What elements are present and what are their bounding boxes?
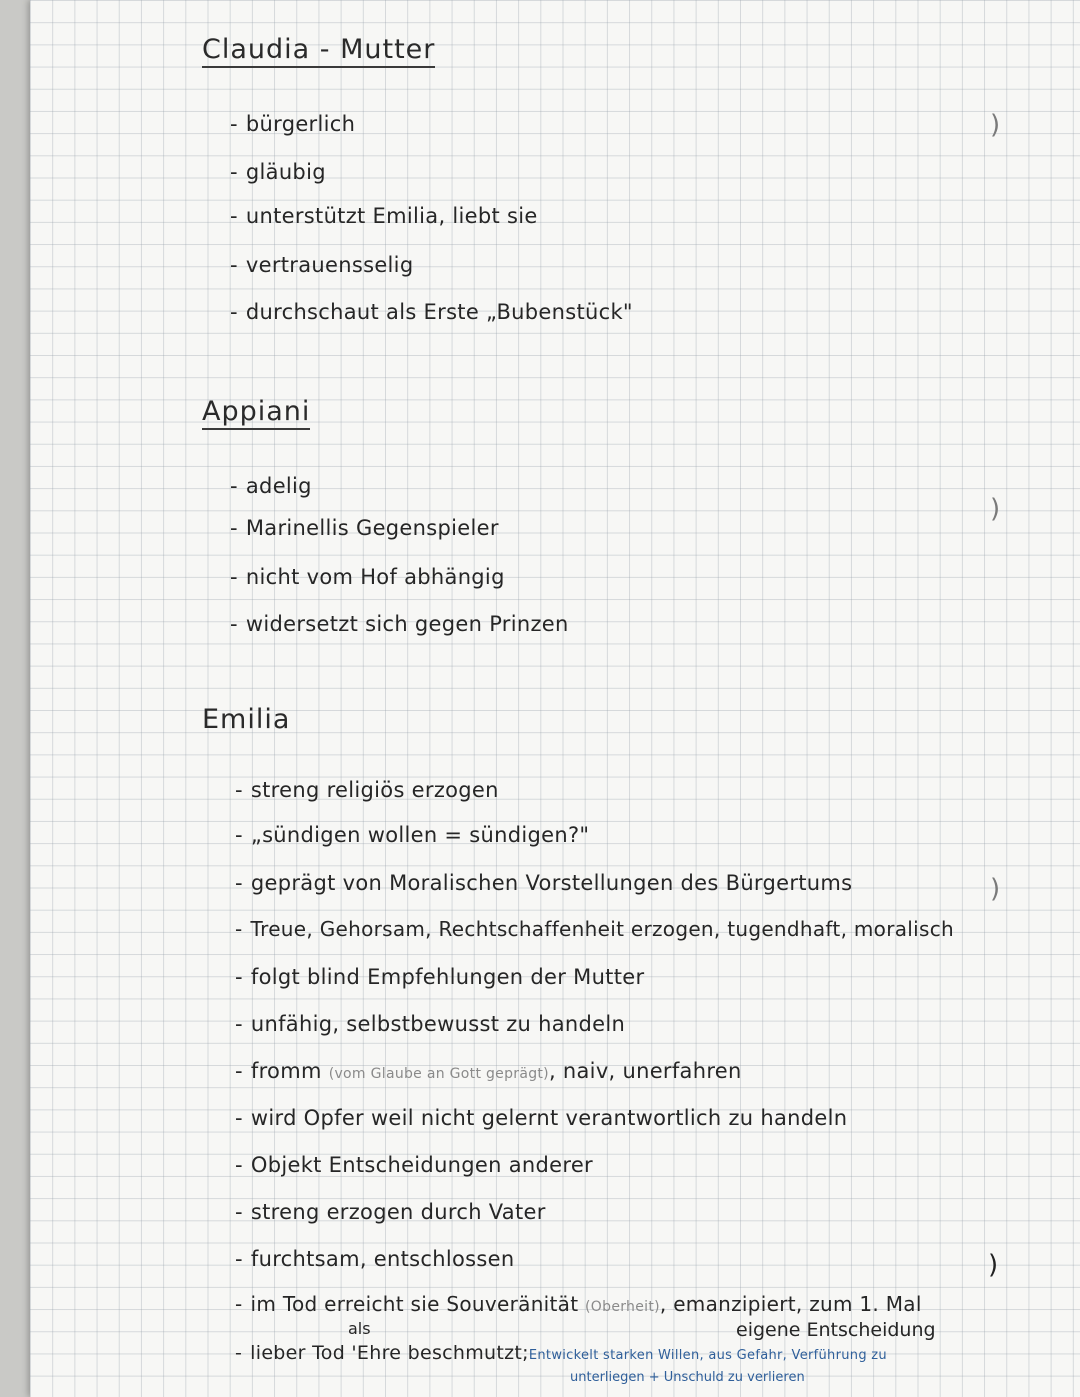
list-item: - furchtsam, entschlossen [235, 1247, 515, 1271]
item-text: nicht vom Hof abhängig [245, 565, 505, 589]
item-note-blue: Entwickelt starken Willen, aus Gefahr, Verführung zu [528, 1348, 887, 1363]
list-item: - lieber Tod 'Ehre beschmutzt;Entwickelt starken Willen, aus Gefahr, Verführung zu [235, 1342, 887, 1364]
list-item: - geprägt von Moralischen Vorstellungen des Bürgertums [235, 871, 853, 895]
heading-emilia [202, 704, 290, 735]
item-text: streng religiös erzogen [250, 778, 499, 802]
item-text: vertrauensselig [245, 253, 414, 277]
item-text-rest: , naiv, unerfahren [548, 1059, 742, 1083]
notebook-page [30, 0, 1080, 1397]
list-item: - durchschaut als Erste „Bubenstück" [230, 300, 633, 324]
continuation-text: eigene Entscheidung [736, 1319, 936, 1341]
item-text-rest: , emanzipiert, zum 1. Mal [659, 1292, 922, 1316]
list-item: - Marinellis Gegenspieler [230, 516, 499, 540]
margin-mark: ) [988, 1250, 999, 1280]
item-text: streng erzogen durch Vater [250, 1200, 546, 1224]
item-text: im Tod erreicht sie Souveränität [250, 1292, 579, 1316]
item-text: wird Opfer weil nicht gelernt verantwortlich zu handeln [250, 1106, 848, 1130]
list-item: - widersetzt sich gegen Prinzen [230, 612, 569, 636]
list-item: - bürgerlich [230, 112, 356, 136]
margin-mark: ) [990, 110, 1001, 140]
list-item: - gläubig [230, 160, 326, 184]
heading-claudia-text: Claudia - Mutter [202, 34, 435, 68]
item-text: fromm [250, 1059, 322, 1083]
item-text: lieber Tod 'Ehre beschmutzt; [250, 1342, 529, 1364]
heading-emilia-text: Emilia [202, 704, 291, 735]
list-item: - streng religiös erzogen [235, 778, 499, 802]
list-item: - wird Opfer weil nicht gelernt verantwortlich zu handeln [235, 1106, 848, 1130]
item-text: bürgerlich [245, 112, 356, 136]
item-text: Treue, Gehorsam, Rechtschaffenheit erzogen, tugendhaft, moralisch [250, 917, 954, 941]
heading-appiani [202, 396, 310, 427]
item-text: durchschaut als Erste „Bubenstück" [245, 300, 633, 324]
heading-claudia [202, 34, 435, 65]
list-item: - vertrauensselig [230, 253, 414, 277]
item-text: folgt blind Empfehlungen der Mutter [250, 965, 645, 989]
item-text: „sündigen wollen = sündigen?" [250, 823, 590, 847]
item-text: furchtsam, entschlossen [250, 1247, 515, 1271]
item-text: unfähig, selbstbewusst zu handeln [250, 1012, 626, 1036]
list-item: - streng erzogen durch Vater [235, 1200, 546, 1224]
list-item: - fromm (vom Glaube an Gott geprägt), naiv, unerfahren [235, 1059, 742, 1083]
list-item: - folgt blind Empfehlungen der Mutter [235, 965, 645, 989]
list-item: - nicht vom Hof abhängig [230, 565, 505, 589]
heading-appiani-text: Appiani [202, 396, 310, 430]
list-item: - adelig [230, 474, 312, 498]
item-text: unterstützt Emilia, liebt sie [245, 204, 538, 228]
item-text: geprägt von Moralischen Vorstellungen des Bürgertums [250, 871, 853, 895]
list-item: - Objekt Entscheidungen anderer [235, 1153, 593, 1177]
list-item: - unterstützt Emilia, liebt sie [230, 204, 538, 228]
item-text: adelig [245, 474, 312, 498]
item-text: Objekt Entscheidungen anderer [250, 1153, 593, 1177]
list-item: - unfähig, selbstbewusst zu handeln [235, 1012, 626, 1036]
inserted-word: als [348, 1319, 371, 1338]
note-continuation-blue: unterliegen + Unschuld zu verlieren [570, 1370, 805, 1385]
margin-mark: ) [990, 494, 1001, 524]
list-item: - Treue, Gehorsam, Rechtschaffenheit erzogen, tugendhaft, moralisch [235, 917, 954, 941]
list-item: - „sündigen wollen = sündigen?" [235, 823, 590, 847]
item-note: (Oberheit) [585, 1299, 660, 1315]
list-item: - im Tod erreicht sie Souveränität (Oberheit), emanzipiert, zum 1. Mal [235, 1292, 922, 1316]
item-note: (vom Glaube an Gott geprägt) [328, 1066, 549, 1082]
item-text: Marinellis Gegenspieler [245, 516, 499, 540]
margin-mark: ) [990, 874, 1001, 904]
item-text: gläubig [245, 160, 326, 184]
item-text: widersetzt sich gegen Prinzen [245, 612, 569, 636]
